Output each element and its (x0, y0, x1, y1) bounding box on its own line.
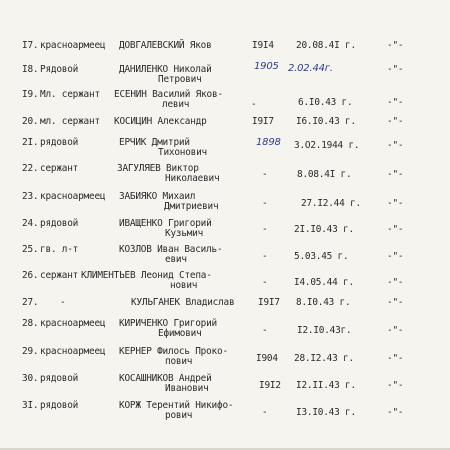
date: I6.I0.43 г. (296, 116, 356, 127)
rank: красноармеец (40, 40, 106, 51)
date: 8.08.4I г. (297, 169, 352, 180)
surname-name: ЕСЕНИН Василий Яков- (114, 89, 223, 100)
surname-name: КЕРНЕР Филось Проко- (119, 346, 228, 357)
row-number: 24. (22, 218, 39, 229)
birth-year: - (262, 325, 268, 336)
patronymic: пович (165, 356, 193, 367)
birth-year: - (262, 169, 268, 180)
row-number: 23. (22, 191, 39, 202)
row-number: I7. (22, 40, 39, 51)
birth-year: I9I7 (252, 116, 274, 127)
table-row (0, 318, 450, 346)
patronymic: Иванович (165, 383, 209, 394)
ditto-mark: -"- (387, 325, 404, 336)
birth-year: - (262, 277, 268, 288)
patronymic: Тихонович (158, 147, 207, 158)
date: 2I.I0.43 г. (294, 224, 354, 235)
ditto-mark: -"- (387, 251, 404, 262)
row-number: 3I. (22, 400, 39, 411)
patronymic: Кузьмич (165, 228, 204, 239)
table-row (0, 163, 450, 191)
ditto-mark: -"- (387, 116, 404, 127)
surname-name: КОЗЛОВ Иван Василь- (119, 244, 223, 255)
rank: рядовой (40, 373, 79, 384)
patronymic: Ефимович (158, 328, 202, 339)
patronymic: Дмитриевич (164, 201, 219, 212)
birth-year: - (262, 251, 268, 262)
ditto-mark: -"- (387, 297, 404, 308)
row-number: I8. (22, 64, 39, 75)
row-number: 20. (22, 116, 39, 127)
birth-year: - (251, 99, 257, 110)
rank: сержант (40, 163, 79, 174)
surname-name: КИРИЧЕНКО Григорий (119, 318, 217, 329)
birth-year-handwritten: 1898 (256, 137, 281, 148)
date: 8.I0.43 г. (296, 297, 351, 308)
birth-year: - (262, 198, 268, 209)
table-row (0, 137, 450, 165)
surname-name: ЕРЧИК Дмитрий (119, 137, 190, 148)
rank: красноармеец (40, 318, 106, 329)
birth-year: - (262, 224, 268, 235)
rank: рядовой (40, 400, 79, 411)
patronymic: нович (170, 280, 198, 291)
row-number: 29. (22, 346, 39, 357)
surname-name: КУЛЬГАНЕК Владислав (131, 297, 235, 308)
table-row (0, 218, 450, 246)
surname-name: КОСИЦИН Александр (114, 116, 207, 127)
surname-name: ДАНИЛЕНКО Николай (119, 64, 212, 75)
ditto-mark: -"- (387, 224, 404, 235)
rank: мл. сержант (40, 116, 100, 127)
surname-name: ЗАГУЛЯЕВ Виктор (117, 163, 199, 174)
rank: сержант (40, 270, 79, 281)
date: 20.08.4I г. (296, 40, 356, 51)
surname-name: КОРЖ Терентий Никифо- (119, 400, 234, 411)
rank: Рядовой (40, 64, 79, 75)
rank: красноармеец (40, 346, 106, 357)
date: З.О2.1944 г. (294, 140, 360, 151)
patronymic: Николаевич (165, 173, 220, 184)
rank: рядовой (40, 137, 79, 148)
patronymic: евич (165, 254, 187, 265)
row-number: 28. (22, 318, 39, 329)
row-number: 2I. (22, 137, 39, 148)
date: 27.I2.44 г. (301, 198, 361, 209)
patronymic: левич (162, 99, 190, 110)
birth-year: - (262, 407, 268, 418)
date: I2.II.43 г. (296, 380, 356, 391)
ditto-mark: -"- (387, 277, 404, 288)
row-number: 25. (22, 244, 39, 255)
date-handwritten: 2.02.44г. (288, 63, 333, 74)
date: I2.I0.43г. (297, 325, 352, 336)
surname-name: КОСАШНИКОВ Андрей (119, 373, 212, 384)
birth-year: I904 (256, 353, 278, 364)
ditto-mark: -"- (387, 40, 404, 51)
birth-year-handwritten: 1905 (254, 61, 279, 72)
birth-year: I9I4 (252, 40, 274, 51)
ditto-mark: -"- (387, 407, 404, 418)
rank: гв. л-т (40, 244, 79, 255)
surname-name: ИВАЩЕНКО Григорий (119, 218, 212, 229)
table-row (0, 191, 450, 219)
table-row (0, 373, 450, 401)
row-number: 30. (22, 373, 39, 384)
row-number: 26. (22, 270, 39, 281)
table-row (0, 400, 450, 428)
surname-name: ДОВГАЛЕВСКИЙ Яков (119, 40, 212, 51)
ditto-mark: -"- (387, 198, 404, 209)
date: 28.I2.43 г. (294, 353, 354, 364)
patronymic: Петрович (158, 74, 202, 85)
rank: рядовой (40, 218, 79, 229)
ditto-mark: -"- (387, 169, 404, 180)
date: 5.03.45 г. (294, 251, 349, 262)
rank: Мл. сержант (40, 89, 100, 100)
surname-name: ЗАБИЯКО Михаил (119, 191, 196, 202)
row-number: 22. (22, 163, 39, 174)
table-row (0, 244, 450, 272)
table-row (0, 89, 450, 117)
ditto-mark: -"- (387, 97, 404, 108)
birth-year: I9I7 (258, 297, 280, 308)
birth-year: I9I2 (259, 380, 281, 391)
date: 6.I0.43 г. (298, 97, 353, 108)
ditto-mark: -"- (387, 353, 404, 364)
rank: красноармеец (40, 191, 106, 202)
surname-name: КЛИМЕНТЬЕВ Леонид Степа- (81, 270, 212, 281)
date: I4.05.44 г. (294, 277, 354, 288)
ditto-mark: -"- (387, 64, 404, 75)
table-row (0, 346, 450, 374)
ditto-mark: -"- (387, 140, 404, 151)
patronymic: рович (165, 410, 193, 421)
rank: - (60, 297, 66, 308)
row-number: I9. (22, 89, 39, 100)
table-row (0, 270, 450, 298)
row-number: 27. (22, 297, 39, 308)
table-row (0, 61, 450, 92)
date: I3.I0.43 г. (296, 407, 356, 418)
ditto-mark: -"- (387, 380, 404, 391)
